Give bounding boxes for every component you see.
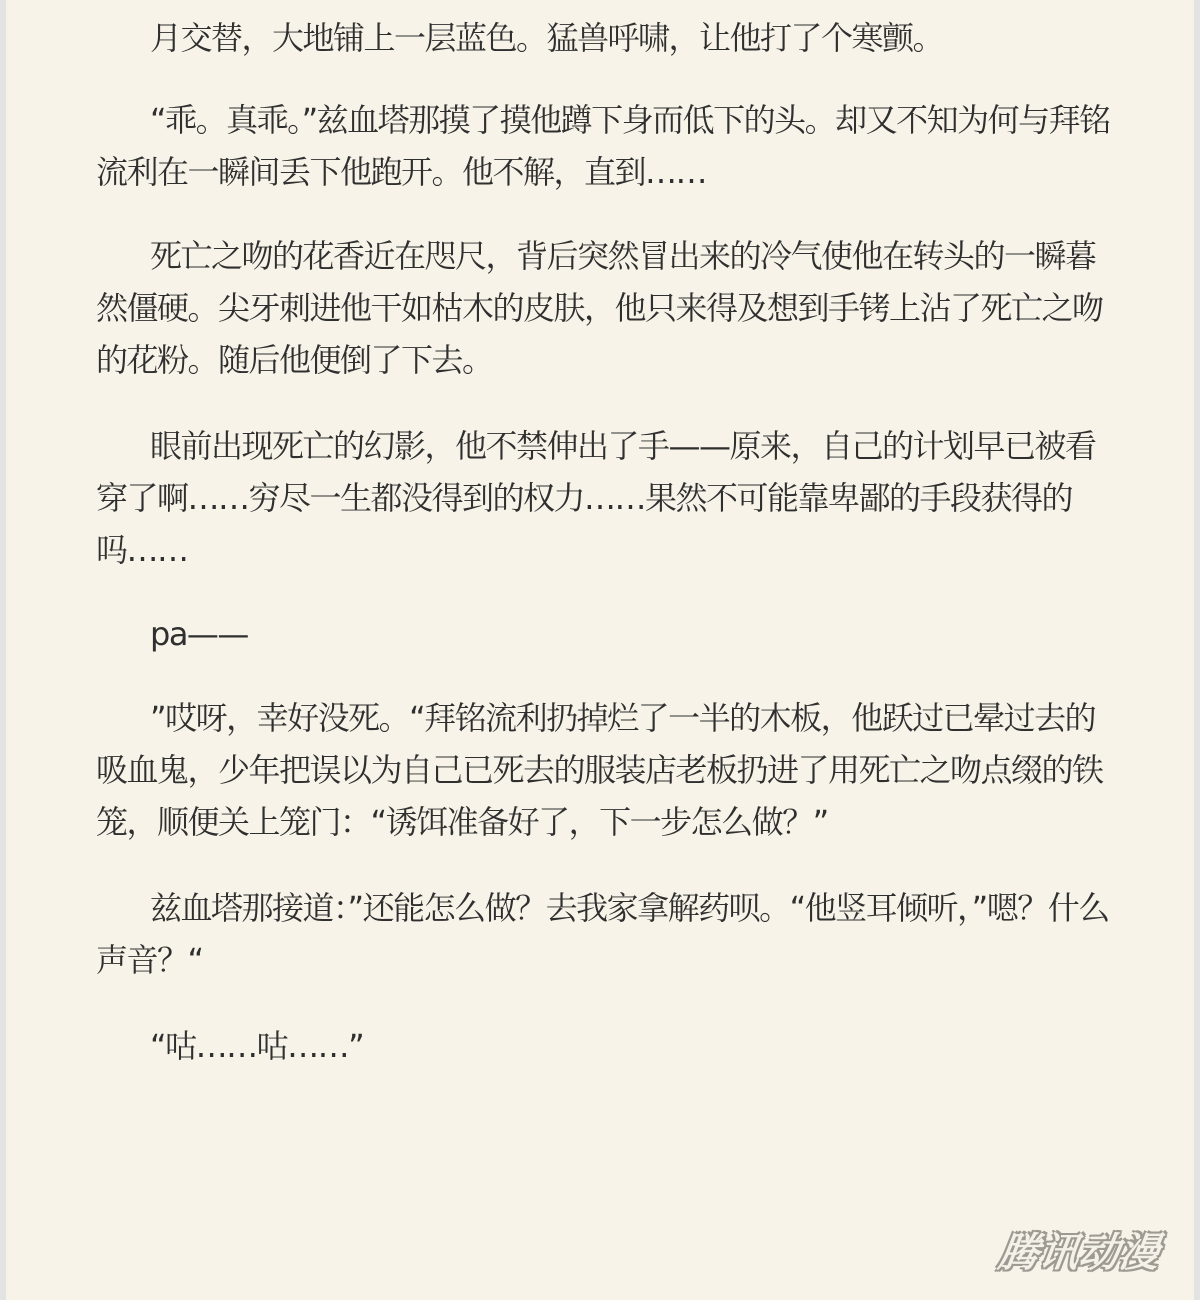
paragraph: 兹血塔那接道：”还能怎么做？去我家拿解药呗。“他竖耳倾听，”嗯？什么声音？“ xyxy=(96,889,1109,979)
paragraph: “咕……咕……” xyxy=(150,1027,364,1065)
watermark-logo: 腾讯动漫 xyxy=(995,1230,1163,1276)
paragraph: ”哎呀，幸好没死。“拜铭流利扔掉烂了一半的木板，他跃过已晕过去的吸血鬼，少年把误以为自己已死去的服装店老板扔进了用死亡之吻点缀的铁笼，顺便关上笼门：“诱饵准备好了，下一步怎么做？” xyxy=(96,699,1103,841)
paragraph: pa—— xyxy=(150,615,248,653)
paragraph: 眼前出现死亡的幻影，他不禁伸出了手——原来，自己的计划早已被看穿了啊……穷尽一生都没得到的权力……果然不可能靠卑鄙的手段获得的吗…… xyxy=(96,427,1096,569)
paragraph: “乖。真乖。”兹血塔那摸了摸他蹲下身而低下的头。却又不知为何与拜铭流利在一瞬间丢下他跑开。他不解，直到…… xyxy=(96,101,1110,191)
paragraph: 死亡之吻的花香近在咫尺，背后突然冒出来的冷气使他在转头的一瞬暮然僵硬。尖牙刺进他干如枯木的皮肤，他只来得及想到手铐上沾了死亡之吻的花粉。随后他便倒了下去。 xyxy=(96,237,1103,379)
text-content xyxy=(96,12,1116,1072)
paragraph: 月交替，大地铺上一层蓝色。猛兽呼啸，让他打了个寒颤。 xyxy=(150,19,944,57)
